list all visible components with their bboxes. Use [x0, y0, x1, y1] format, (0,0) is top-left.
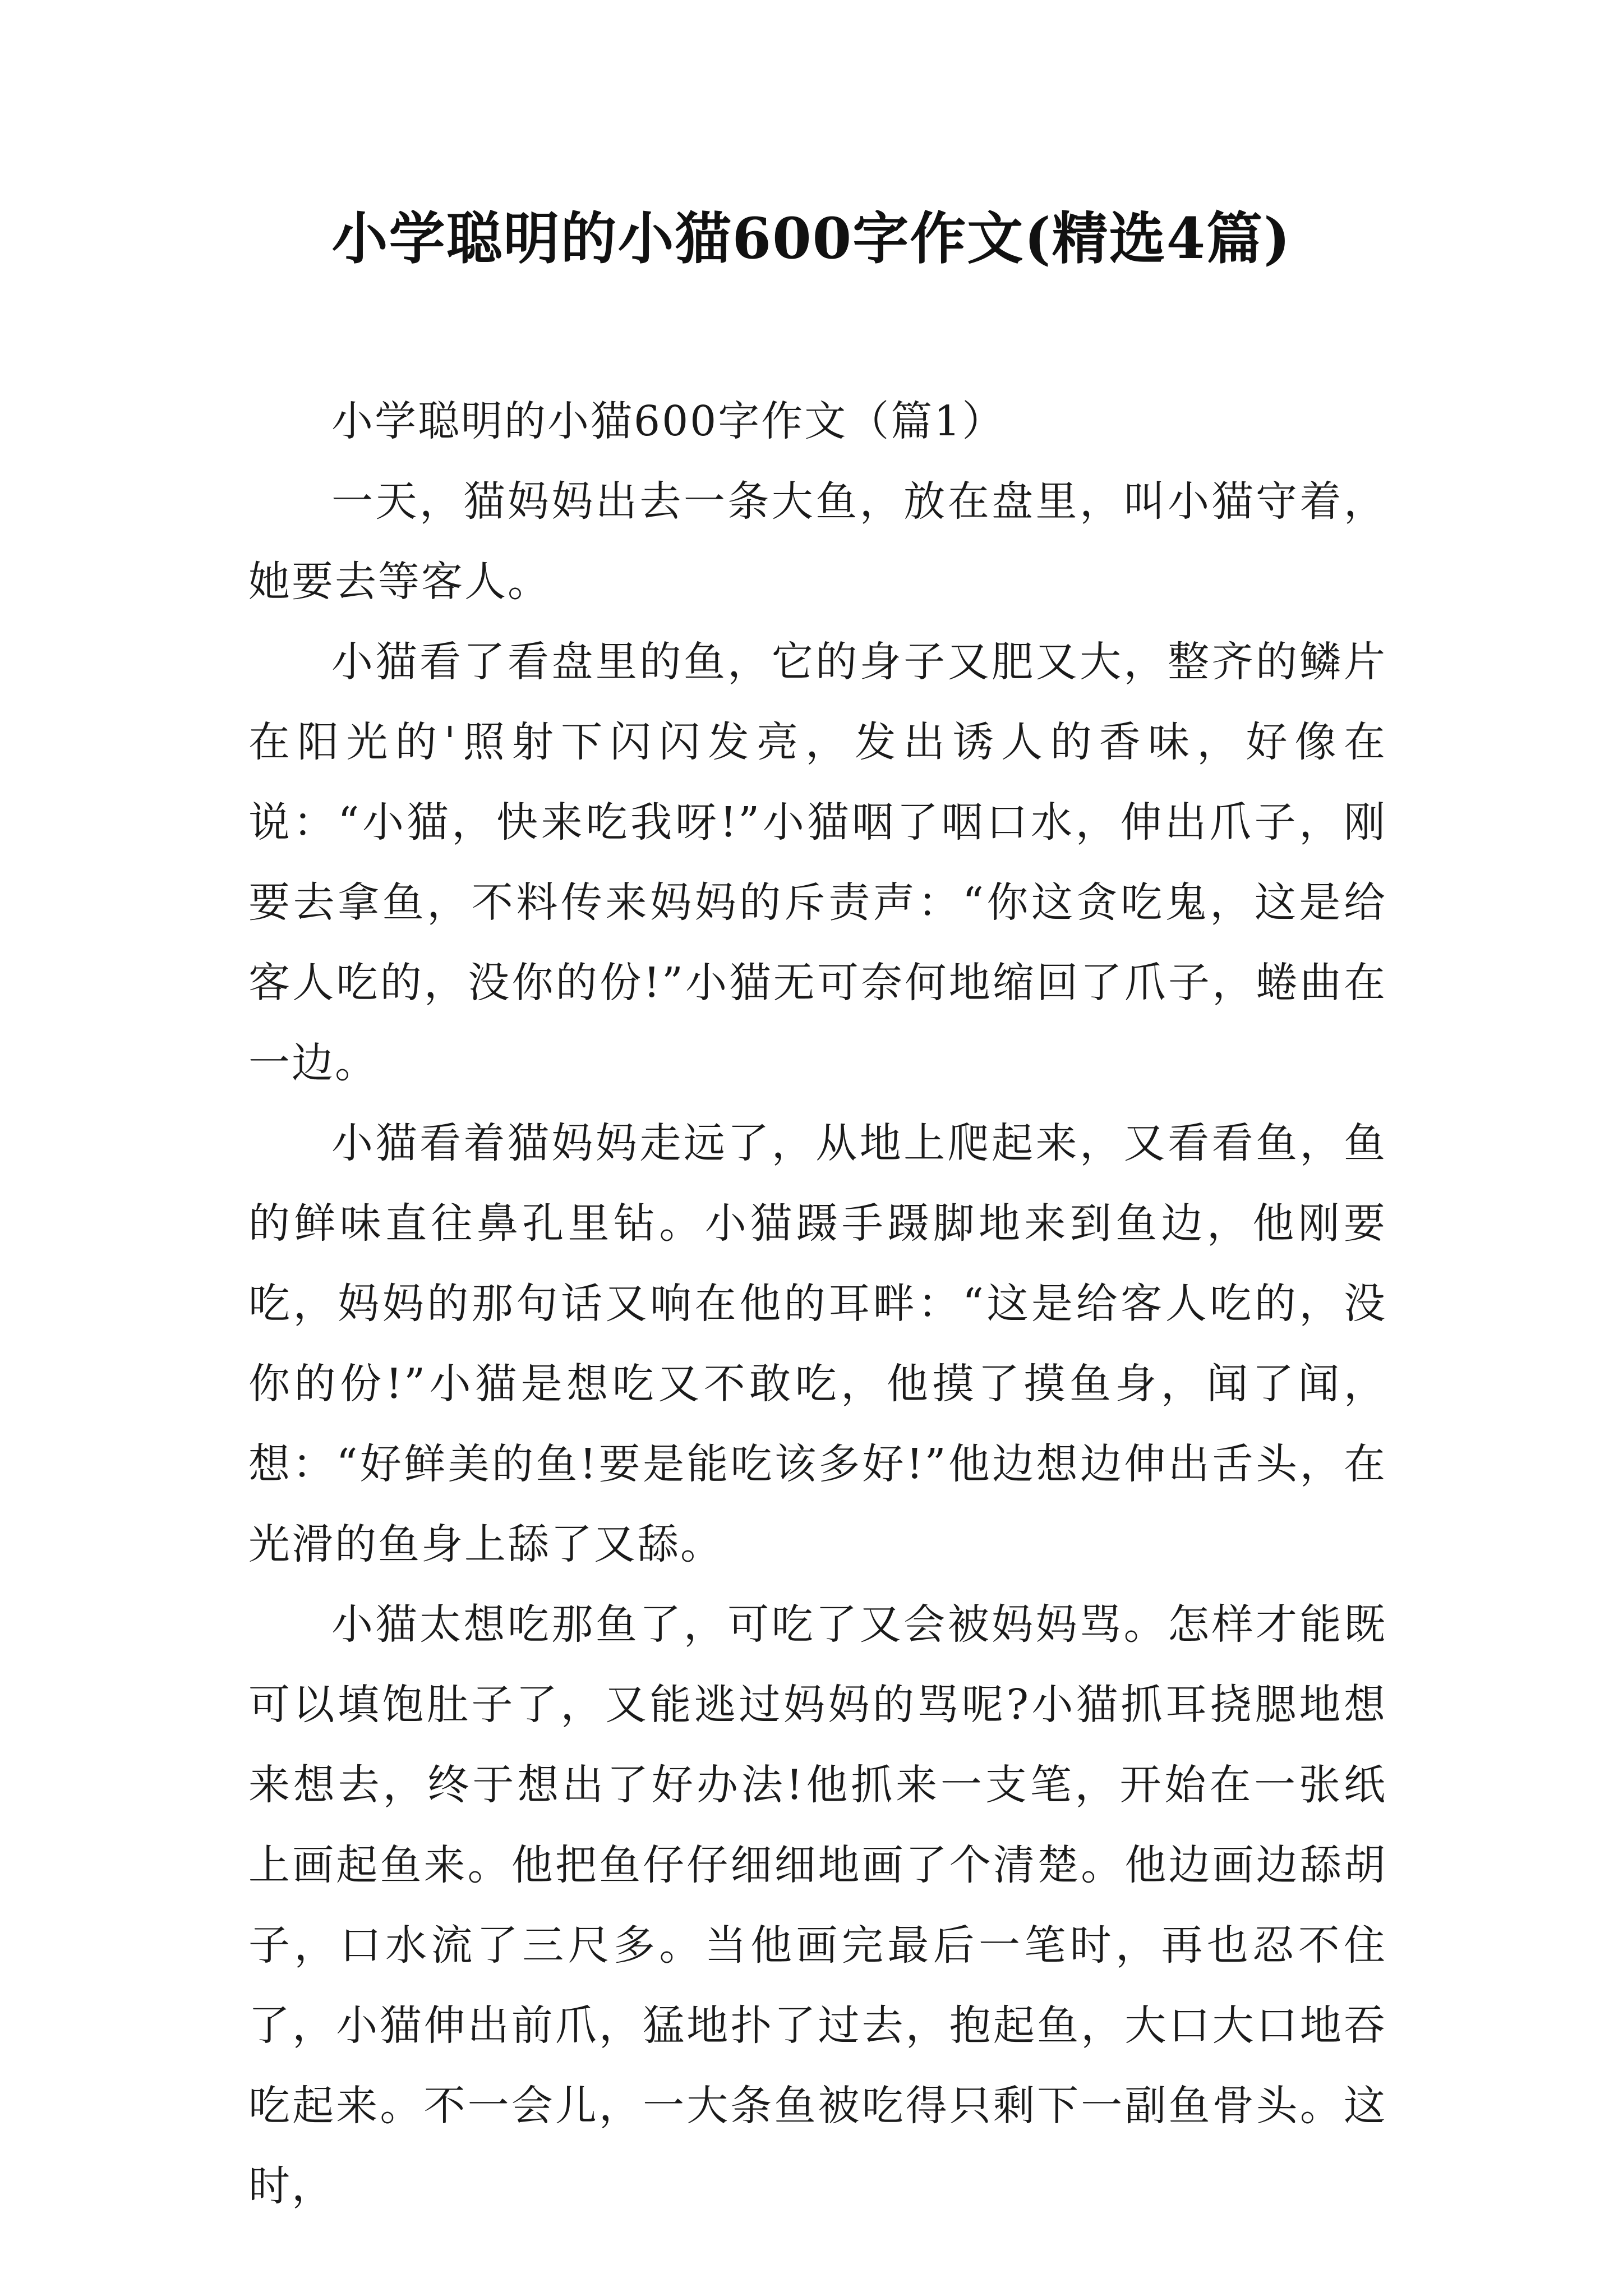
paragraph: 小猫看着猫妈妈走远了，从地上爬起来，又看看鱼，鱼的鲜味直往鼻孔里钻。小猫蹑手蹑脚地来到鱼边，他刚要吃，妈妈的那句话又响在他的耳畔：“这是给客人吃的，没你的份!”小猫是想吃又不敢吃，他摸了摸鱼身，闻了闻，想：“好鲜美的鱼!要是能吃该多好!”他边想边伸出舌头，在光滑的鱼身上舔了又舔。 [248, 1119, 1387, 1568]
page-title: 小学聪明的小猫600字作文(精选4篇) [331, 205, 1292, 272]
paragraph: 小猫太想吃那鱼了，可吃了又会被妈妈骂。怎样才能既可以填饱肚子了，又能逃过妈妈的骂呢?小猫抓耳挠腮地想来想去，终于想出了好办法!他抓来一支笔，开始在一张纸上画起鱼来。他把鱼仔仔细细地画了个清楚。他边画边舔胡子，口水流了三尺多。当他画完最后一笔时，再也忍不住了，小猫伸出前爪，猛地扑了过去，抱起鱼，大口大口地吞吃起来。不一会儿，一大条鱼被吃得只剩下一副鱼骨头。这时， [248, 1600, 1387, 2210]
paragraph: 小猫看了看盘里的鱼，它的身子又肥又大，整齐的鳞片在阳光的'照射下闪闪发亮，发出诱人的香味，好像在说：“小猫，快来吃我呀!”小猫咽了咽口水，伸出爪子，刚要去拿鱼，不料传来妈妈的斥责声：“你这贪吃鬼，这是给客人吃的，没你的份!”小猫无可奈何地缩回了爪子，蜷曲在一边。 [248, 638, 1387, 1087]
paragraph: 一天，猫妈妈出去一条大鱼，放在盘里，叫小猫守着，她要去等客人。 [248, 477, 1387, 606]
document-body [248, 381, 1387, 2226]
section-heading: 小学聪明的小猫600字作文（篇1） [331, 397, 1006, 445]
